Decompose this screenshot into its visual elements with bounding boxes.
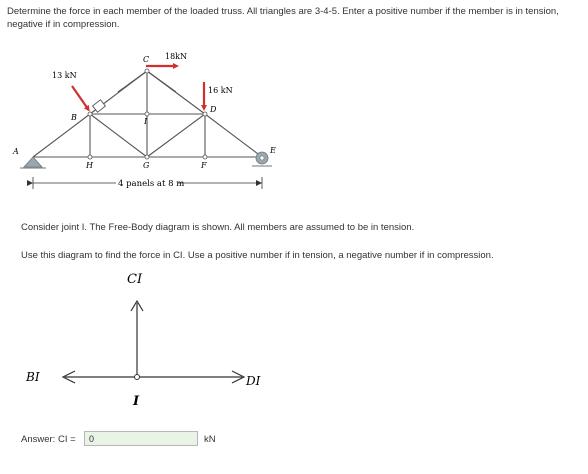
load-arrow-13kn xyxy=(72,86,88,109)
roller-support-icon xyxy=(252,152,272,166)
member-DE xyxy=(205,114,262,157)
node-label-I: I xyxy=(144,117,148,126)
member-BG xyxy=(90,114,147,157)
problem-statement: Determine the force in each member of the loaded truss. All triangles are 3-4-5. Enter a positive number if the member is in tension, negative if in compression. xyxy=(7,6,559,30)
consider-joint-text: Consider joint I. The Free-Body diagram is shown. All members are assumed to be in tension. xyxy=(21,222,415,233)
dimension-label: 4 panels at 8 m xyxy=(118,179,185,189)
member-DG xyxy=(147,114,205,157)
load-label-16kn: 16 kN xyxy=(208,86,233,95)
member-CF-half xyxy=(147,71,176,92)
node-label-A: A xyxy=(13,147,19,156)
answer-input[interactable] xyxy=(84,431,198,446)
fbd-label-ci: CI xyxy=(127,272,143,287)
load-label-18kn: 18kN xyxy=(165,52,188,61)
node-label-H: H xyxy=(86,161,93,170)
answer-unit: kN xyxy=(204,434,216,445)
node-label-G: G xyxy=(143,161,150,170)
node-label-C: C xyxy=(143,55,150,64)
node-label-E: E xyxy=(270,146,276,155)
answer-label: Answer: CI = xyxy=(21,434,76,445)
fbd-joint-point xyxy=(135,375,140,380)
member-AB xyxy=(33,114,90,157)
node-label-D: D xyxy=(210,105,217,114)
member-CH-half xyxy=(118,71,147,92)
fbd-label-di: DI xyxy=(246,374,261,388)
node-label-B: B xyxy=(71,113,77,122)
pin-support-icon xyxy=(20,157,46,168)
node-label-F: F xyxy=(201,161,207,170)
instruction-text: Use this diagram to find the force in CI. Use a positive number if in tension, a negative number if in compression. xyxy=(21,250,494,261)
load-label-13kn: 13 kN xyxy=(52,71,77,80)
fbd-joint-i xyxy=(63,301,244,383)
fbd-label-i: I xyxy=(133,394,140,409)
fbd-label-bi: BI xyxy=(26,370,40,384)
